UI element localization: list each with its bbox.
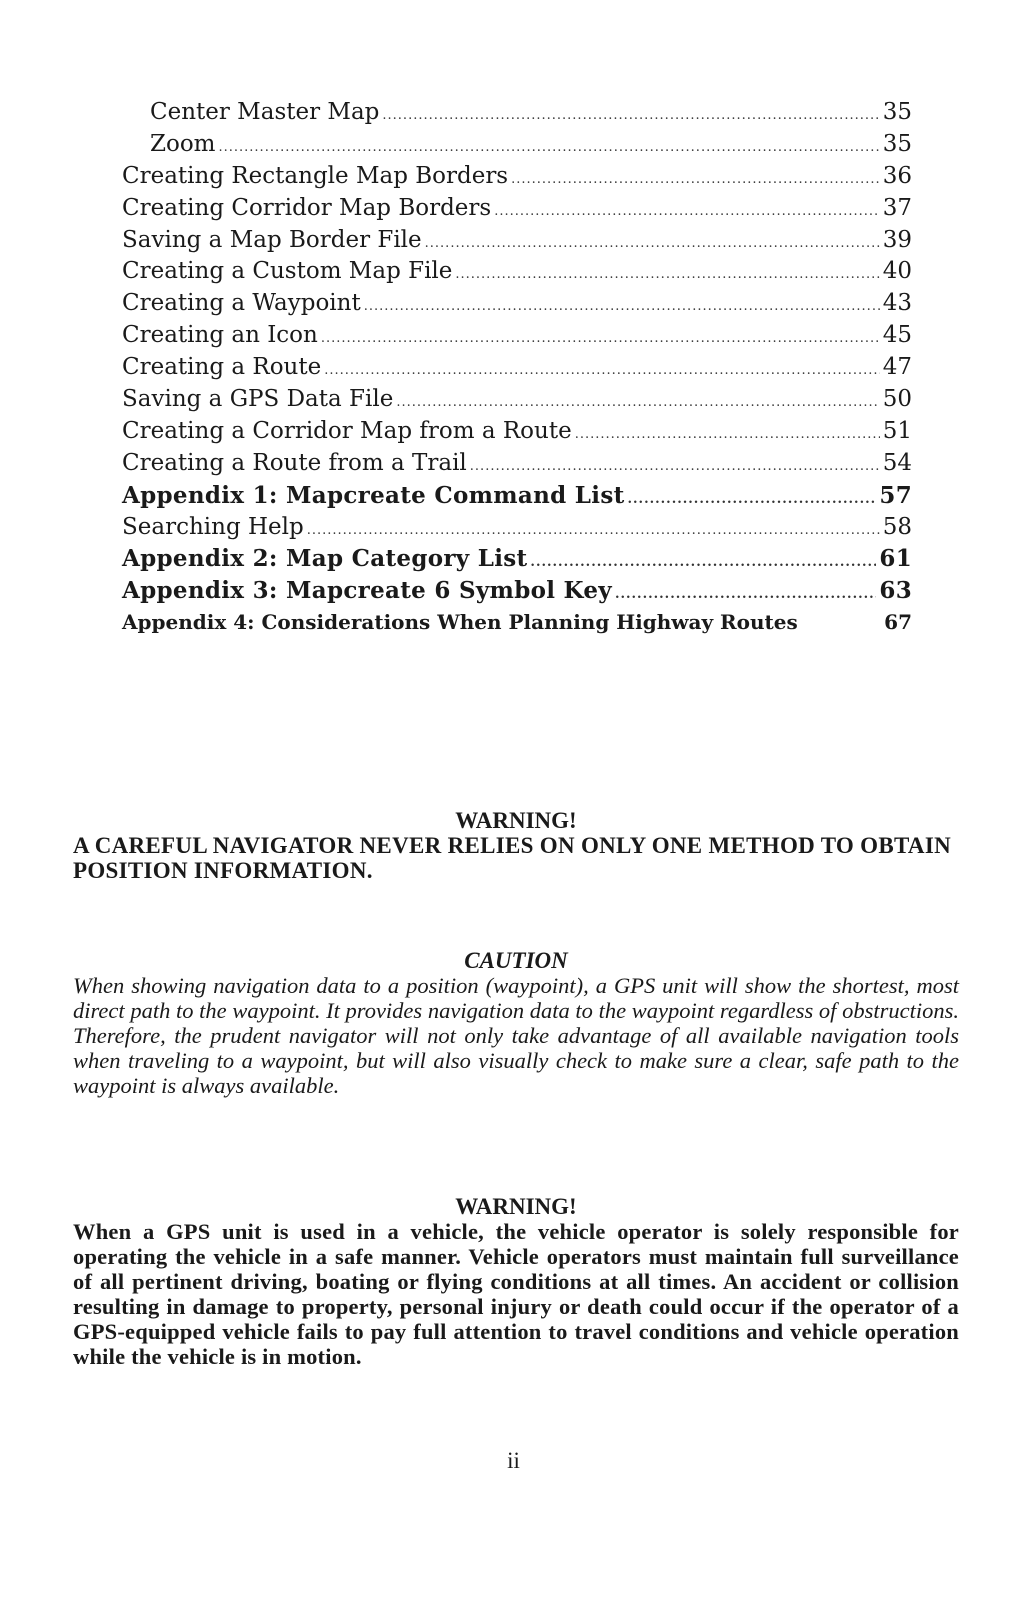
toc-entry-title: Searching Help [122, 513, 304, 540]
toc-entry [122, 320, 912, 352]
toc-leader-dots [307, 515, 880, 547]
toc-entry [122, 384, 912, 416]
toc-entry [122, 543, 912, 575]
warning-heading: WARNING! [455, 808, 577, 833]
toc-leader-dots [396, 387, 879, 419]
toc-leader-dots [455, 259, 879, 291]
toc-entry-page: 50 [882, 386, 912, 413]
toc-entry-page: 35 [882, 130, 912, 157]
toc-entry [122, 256, 912, 288]
toc-entry-title: Creating a Corridor Map from a Route [122, 417, 572, 444]
toc-entry [122, 448, 912, 480]
toc-entry-page: 39 [882, 226, 912, 253]
toc-entry [122, 225, 912, 257]
toc-entry-page: 35 [882, 99, 912, 125]
toc-entry-page: 47 [882, 354, 912, 381]
toc-entry-title: Creating a Route from a Trail [122, 449, 467, 476]
toc-leader-dots [511, 164, 880, 196]
toc-entry-title: Appendix 4: Considerations When Planning Highway Routes [122, 610, 798, 635]
toc-entry [122, 193, 912, 225]
toc-entry-title: Appendix 3: Mapcreate 6 Symbol Key [122, 577, 612, 605]
toc-entry-title: Creating a Custom Map File [122, 258, 453, 285]
toc-entry-title: Creating a Waypoint [122, 290, 361, 317]
toc-entry [122, 129, 912, 161]
toc-leader-dots [470, 451, 880, 483]
toc-entry [122, 512, 912, 544]
toc-entry-page: 36 [882, 162, 912, 189]
toc-entry-title: Appendix 2: Map Category List [122, 545, 528, 573]
table-of-contents [122, 97, 912, 639]
toc-leader-dots [425, 228, 880, 260]
caution-text: When showing navigation data to a position (waypoint), a GPS unit will show the shortest, most direct path to the waypoint. It provides navigation data to the waypoint regardless of obstructions. Therefore, the prudent navigator will not only take advantage of all available navigation tools when traveling to a waypoint, but will also visually check to make sure a clear, safe path to the waypoint is always available. [73, 973, 959, 1098]
toc-entry-title: Center Master Map [150, 99, 380, 125]
toc-entry-title: Creating Rectangle Map Borders [122, 162, 509, 189]
toc-entry-title: Saving a Map Border File [122, 226, 422, 253]
navigation-caution [73, 948, 959, 1098]
toc-entry [122, 480, 912, 512]
toc-entry-page: 40 [882, 258, 912, 285]
toc-entry [122, 288, 912, 320]
toc-entry-page: 43 [882, 290, 912, 317]
toc-leader-dots [494, 196, 880, 228]
toc-entry [122, 607, 912, 639]
toc-leader-dots [219, 132, 880, 164]
toc-entry-title: Saving a GPS Data File [122, 386, 394, 413]
toc-entry [122, 575, 912, 607]
toc-entry [122, 416, 912, 448]
toc-entry [122, 97, 912, 129]
toc-entry-page: 51 [882, 417, 912, 444]
toc-entry [122, 161, 912, 193]
page-number: ii [507, 1448, 520, 1473]
toc-entry-page: 67 [884, 610, 912, 635]
toc-leader-dots [321, 323, 880, 355]
position-warning [73, 808, 959, 883]
warning-text: A CAREFUL NAVIGATOR NEVER RELIES ON ONLY ONE METHOD TO OBTAIN POSITION INFORMATION. [73, 833, 952, 883]
toc-leader-dots [575, 419, 880, 451]
toc-entry-page: 54 [882, 449, 912, 476]
toc-leader-dots [382, 100, 879, 132]
toc-entry-title: Zoom [150, 130, 216, 157]
toc-leader-dots [324, 355, 880, 387]
toc-entry [122, 352, 912, 384]
toc-entry-title: Creating an Icon [122, 322, 318, 349]
toc-entry-page: 63 [879, 577, 912, 605]
toc-entry-page: 45 [882, 322, 912, 349]
toc-entry-title: Creating Corridor Map Borders [122, 194, 492, 221]
toc-leader-dots [364, 291, 880, 323]
toc-entry-page: 58 [882, 513, 912, 540]
toc-entry-page: 61 [879, 545, 912, 573]
toc-leader-dots [628, 484, 877, 516]
toc-entry-page: 37 [882, 194, 912, 221]
toc-entry-page: 57 [879, 481, 912, 509]
warning-heading: WARNING! [455, 1194, 577, 1219]
vehicle-warning [73, 1194, 959, 1369]
caution-heading: CAUTION [464, 948, 568, 973]
toc-entry-title: Appendix 1: Mapcreate Command List [122, 481, 625, 509]
toc-entry-title: Creating a Route [122, 354, 322, 381]
warning-text: When a GPS unit is used in a vehicle, the vehicle operator is solely responsible for operating the vehicle in a safe manner. Vehicle operators must maintain full surveillance of all pertinent driving, boating or flying conditions at all times. An accident or collision resulting in damage to property, personal injury or death could occur if the operator of a GPS-equipped vehicle fails to pay full attention to travel conditions and vehicle operation while the vehicle is in motion. [73, 1219, 959, 1369]
